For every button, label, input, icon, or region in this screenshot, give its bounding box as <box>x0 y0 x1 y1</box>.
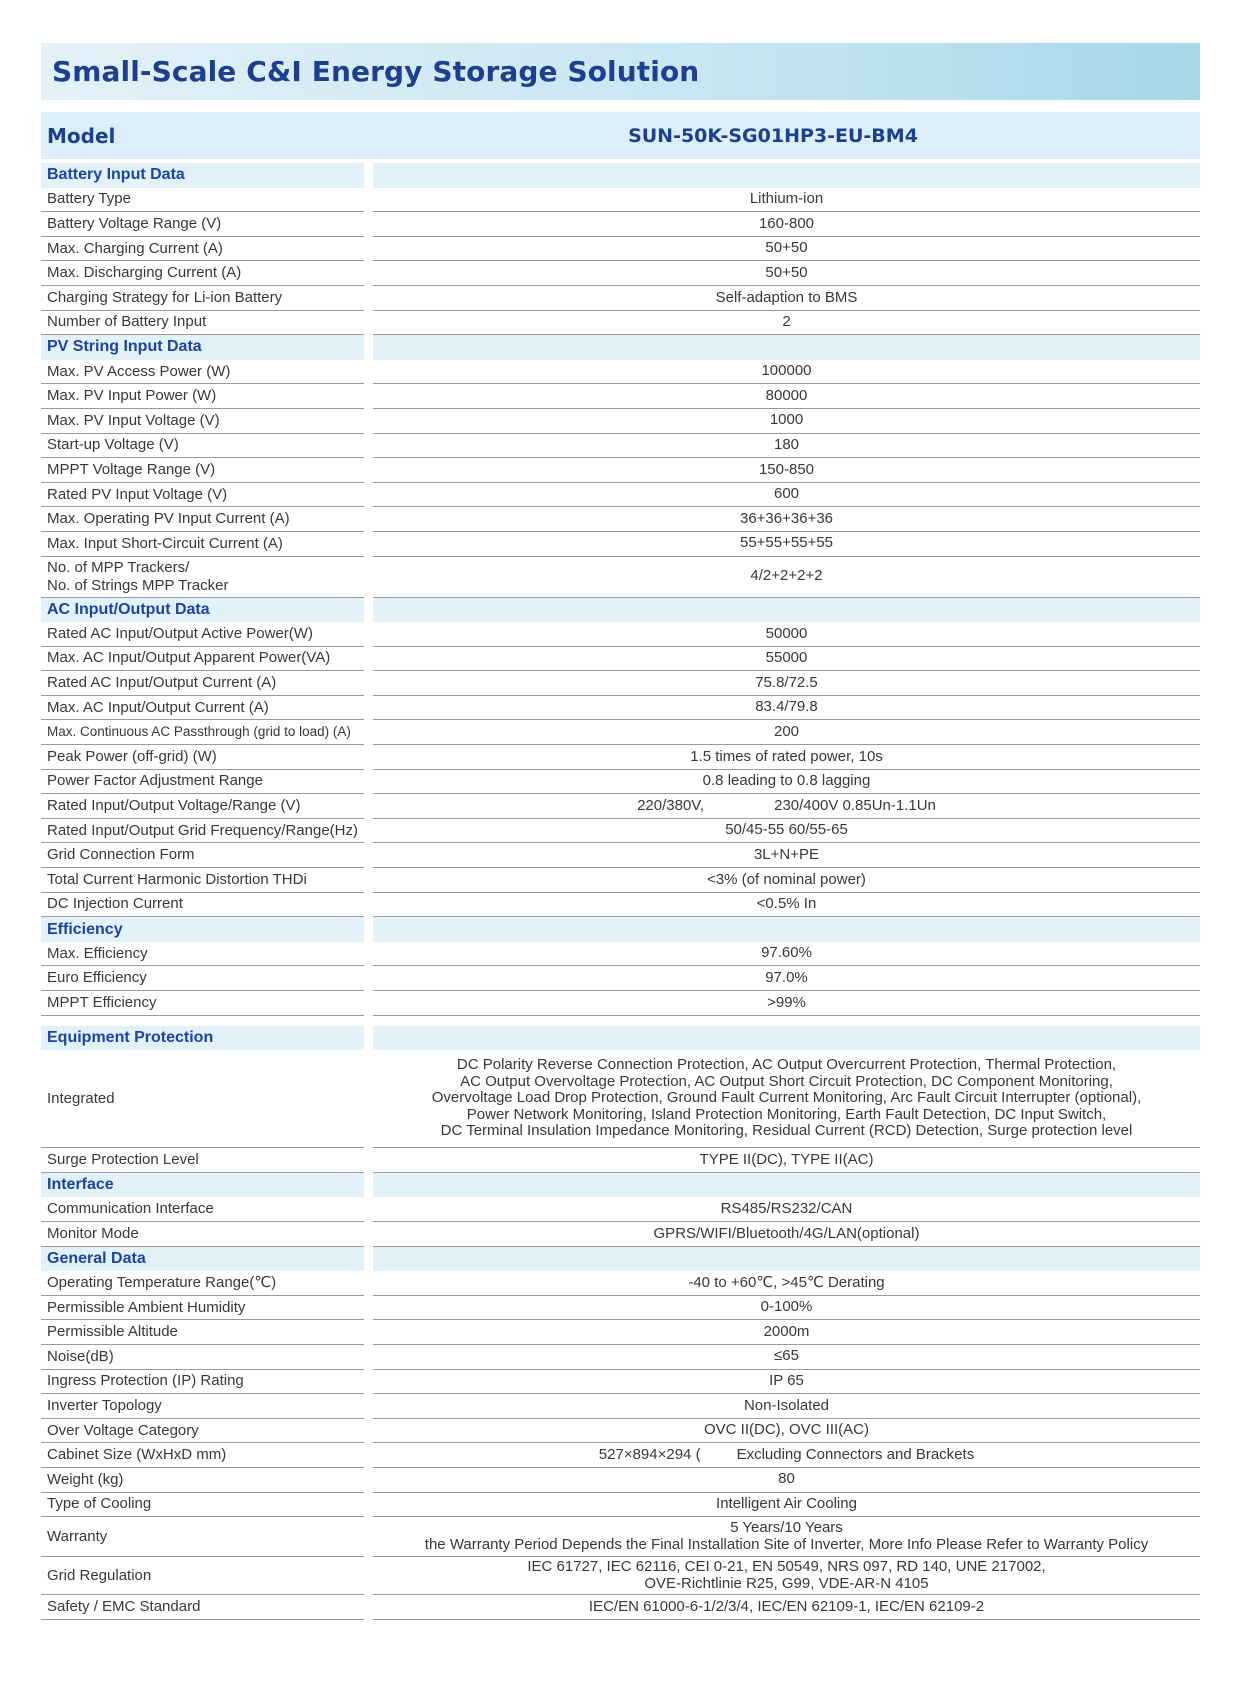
spec-label-text: Battery Voltage Range (V) <box>47 214 222 232</box>
spec-value <box>373 1197 1200 1222</box>
spec-value-text: 83.4/79.8 <box>755 698 818 716</box>
section-fill <box>373 163 1200 188</box>
spec-label <box>41 671 364 696</box>
spec-value-text: 1000 <box>769 411 804 429</box>
spec-row <box>41 647 1200 672</box>
spec-value <box>373 794 1200 819</box>
spec-label <box>41 1296 364 1321</box>
spec-label-text: Ingress Protection (IP) Rating <box>47 1372 244 1390</box>
spec-value-text: ≤65 <box>774 1347 799 1365</box>
spec-label-text: Noise(dB) <box>47 1347 114 1365</box>
spec-row <box>41 1197 1200 1222</box>
spec-value <box>373 1557 1200 1595</box>
section-header <box>41 598 1200 623</box>
spec-label <box>41 794 364 819</box>
spec-label <box>41 212 364 237</box>
spec-value-text: 220/380V, <box>637 796 705 814</box>
spec-value-text: 50000 <box>765 624 808 642</box>
spec-value-text: Lithium-ion <box>749 190 824 208</box>
spec-label-text: Safety / EMC Standard <box>47 1597 201 1615</box>
spec-label-text: Battery Type <box>47 190 131 208</box>
spec-label-text: Max. Discharging Current (A) <box>47 264 242 282</box>
spec-row <box>41 507 1200 532</box>
spec-row <box>41 458 1200 483</box>
spec-row <box>41 794 1200 819</box>
spec-row <box>41 671 1200 696</box>
spec-value <box>373 1493 1200 1518</box>
spec-value-text: IEC 61727, IEC 62116, CEI 0-21, EN 50549, NRS 097, RD 140, UNE 217002, OVE-Richtlinie R25, G99, VDE-AR-N 4105 <box>527 1558 1046 1592</box>
spec-value-text: <0.5% In <box>756 895 817 913</box>
spec-value-text: 75.8/72.5 <box>755 673 818 691</box>
spec-label <box>41 1517 364 1557</box>
spec-label <box>41 1197 364 1222</box>
spec-row <box>41 1345 1200 1370</box>
spec-value <box>373 942 1200 967</box>
spec-label-text: Rated AC Input/Output Active Power(W) <box>47 624 313 642</box>
spec-label-text: Max. Input Short-Circuit Current (A) <box>47 534 283 552</box>
spec-value-text: IEC/EN 61000-6-1/2/3/4, IEC/EN 62109-1, IEC/EN 62109-2 <box>588 1597 985 1615</box>
spec-label-text: Max. AC Input/Output Apparent Power(VA) <box>47 649 331 667</box>
section-title: Battery Input Data <box>41 163 364 188</box>
spec-row <box>41 1419 1200 1444</box>
spec-label <box>41 770 364 795</box>
spec-value <box>373 720 1200 745</box>
spec-row <box>41 1050 1200 1148</box>
spec-value-text: 36+36+36+36 <box>739 509 834 527</box>
spec-label <box>41 237 364 262</box>
spec-label <box>41 1419 364 1444</box>
spec-value <box>373 745 1200 770</box>
section-title: Interface <box>41 1173 364 1198</box>
spec-label-text: MPPT Efficiency <box>47 993 157 1011</box>
spec-label <box>41 458 364 483</box>
spec-label <box>41 261 364 286</box>
spec-value-text: 527×894×294 ( <box>598 1445 701 1463</box>
spec-label-text: Weight (kg) <box>47 1470 124 1488</box>
spec-label <box>41 991 364 1016</box>
spec-row <box>41 409 1200 434</box>
spec-value <box>373 458 1200 483</box>
section-fill <box>373 1247 1200 1272</box>
spec-row <box>41 212 1200 237</box>
page-title: Small-Scale C&I Energy Storage Solution <box>52 55 700 88</box>
spec-value <box>373 966 1200 991</box>
spec-value-text: OVC II(DC), OVC III(AC) <box>704 1421 869 1439</box>
spec-value <box>373 384 1200 409</box>
spec-label-text: Max. PV Input Voltage (V) <box>47 411 220 429</box>
spec-value <box>373 1443 1200 1468</box>
spec-value-text: DC Polarity Reverse Connection Protection, AC Output Overcurrent Protection, Thermal Protection, AC Output Overvoltage Protection, AC Output Short Circuit Protection, DC Component Monitoring, Overvoltage Load Drop Protection, Ground Fault Current Monitoring, Arc Fault Circuit Interrupter (optional), Power Network Monitoring, Island Protection Monitoring, Earth Fault Detection, DC Input Switch, DC Terminal Insulation Impedance Monitoring, Residual Current (RCD) Detection, Surge protection level <box>431 1056 1142 1140</box>
spec-row <box>41 696 1200 721</box>
spec-value-text: 0-100% <box>760 1298 813 1316</box>
spec-row <box>41 1271 1200 1296</box>
spec-value-text: 50/45-55 60/55-65 <box>725 821 848 839</box>
spec-label <box>41 384 364 409</box>
spec-label-text: Monitor Mode <box>47 1224 139 1242</box>
spec-row <box>41 745 1200 770</box>
spec-value-text: Intelligent Air Cooling <box>716 1495 857 1513</box>
spec-row <box>41 1296 1200 1321</box>
spec-label <box>41 1370 364 1395</box>
spec-label <box>41 745 364 770</box>
spec-value-text: 4/2+2+2+2 <box>750 567 823 585</box>
spec-value-text: 0.8 leading to 0.8 lagging <box>702 772 871 790</box>
spec-label <box>41 532 364 557</box>
spec-label-text: Warranty <box>47 1527 108 1545</box>
section-fill <box>373 1173 1200 1198</box>
spec-label-text: Rated AC Input/Output Current (A) <box>47 674 277 692</box>
spec-label-text: Max. Operating PV Input Current (A) <box>47 510 290 528</box>
spec-value <box>373 286 1200 311</box>
spec-value-text: 2 <box>782 313 791 331</box>
model-row <box>41 112 1200 159</box>
spec-value <box>373 483 1200 508</box>
spec-label-text: Operating Temperature Range(℃) <box>47 1273 277 1291</box>
spec-row <box>41 286 1200 311</box>
spec-value <box>373 868 1200 893</box>
spec-label <box>41 1394 364 1419</box>
spec-value-text: Non-Isolated <box>743 1396 830 1414</box>
spec-value <box>373 671 1200 696</box>
spec-label <box>41 1595 364 1620</box>
section-title: General Data <box>41 1247 364 1272</box>
spec-value <box>373 1296 1200 1321</box>
spec-label <box>41 1468 364 1493</box>
spec-label <box>41 843 364 868</box>
spec-label <box>41 1557 364 1595</box>
spec-label-text: DC Injection Current <box>47 895 183 913</box>
section-header <box>41 917 1200 942</box>
spec-label <box>41 647 364 672</box>
spacer-row <box>41 1016 1200 1026</box>
spec-value-text: Self-adaption to BMS <box>715 288 858 306</box>
spec-value <box>373 843 1200 868</box>
spec-value <box>373 647 1200 672</box>
spec-label-text: Total Current Harmonic Distortion THDi <box>47 870 307 888</box>
section-header <box>41 163 1200 188</box>
spec-label-text: Power Factor Adjustment Range <box>47 772 263 790</box>
spec-value-text: 160-800 <box>758 214 815 232</box>
spec-value-text-2: Excluding Connectors and Brackets <box>736 1445 975 1463</box>
spec-value-text: 80 <box>778 1470 795 1488</box>
spec-value <box>373 1050 1200 1148</box>
spec-label <box>41 507 364 532</box>
spec-label-text: Grid Connection Form <box>47 846 195 864</box>
spec-label <box>41 286 364 311</box>
spec-value-text: GPRS/WIFI/Bluetooth/4G/LAN(optional) <box>653 1224 920 1242</box>
spec-label-text: Rated Input/Output Grid Frequency/Range(Hz) <box>47 821 358 839</box>
spec-label <box>41 360 364 385</box>
spec-row <box>41 893 1200 918</box>
spec-label-text: Max. PV Input Power (W) <box>47 387 217 405</box>
spec-row <box>41 991 1200 1016</box>
spec-row <box>41 1148 1200 1173</box>
section-header <box>41 335 1200 360</box>
model-label: Model <box>47 123 116 148</box>
spec-label <box>41 696 364 721</box>
spec-row <box>41 1493 1200 1518</box>
spec-row <box>41 557 1200 598</box>
spec-row <box>41 532 1200 557</box>
spec-label <box>41 1320 364 1345</box>
spec-row <box>41 1517 1200 1557</box>
spec-row <box>41 720 1200 745</box>
spec-label-text: Rated PV Input Voltage (V) <box>47 485 228 503</box>
spec-label <box>41 622 364 647</box>
spec-label <box>41 868 364 893</box>
spec-row <box>41 942 1200 967</box>
spec-value-text: RS485/RS232/CAN <box>720 1199 853 1217</box>
spec-row <box>41 237 1200 262</box>
spec-label <box>41 966 364 991</box>
spec-label-text: Max. AC Input/Output Current (A) <box>47 698 269 716</box>
spec-value-text-2: 230/400V 0.85Un-1.1Un <box>774 796 936 814</box>
spec-label-text: Integrated <box>47 1089 115 1107</box>
spec-value <box>373 507 1200 532</box>
spec-value-text: 200 <box>773 723 800 741</box>
spec-value <box>373 819 1200 844</box>
spec-value-text: -40 to +60℃, >45℃ Derating <box>688 1273 885 1291</box>
spec-label <box>41 893 364 918</box>
section-title: Efficiency <box>41 917 364 942</box>
spec-row <box>41 1443 1200 1468</box>
spec-value <box>373 311 1200 336</box>
spec-label-text: Permissible Altitude <box>47 1323 178 1341</box>
spec-row <box>41 868 1200 893</box>
spec-value <box>373 893 1200 918</box>
spec-label-text: Type of Cooling <box>47 1495 152 1513</box>
spec-value <box>373 1148 1200 1173</box>
spec-label-text: Number of Battery Input <box>47 313 207 331</box>
spec-value <box>373 622 1200 647</box>
spec-label <box>41 409 364 434</box>
spec-label-text: Cabinet Size (WxHxD mm) <box>47 1446 227 1464</box>
spec-label <box>41 557 364 598</box>
spec-label-text: Surge Protection Level <box>47 1150 199 1168</box>
spec-row <box>41 1468 1200 1493</box>
spec-value-text: 80000 <box>765 386 808 404</box>
spec-value <box>373 1517 1200 1557</box>
section-title: AC Input/Output Data <box>41 598 364 623</box>
spec-value <box>373 991 1200 1016</box>
spec-label-text: Permissible Ambient Humidity <box>47 1298 246 1316</box>
section-header <box>41 1247 1200 1272</box>
spec-label-text: Inverter Topology <box>47 1396 162 1414</box>
spec-row <box>41 843 1200 868</box>
spec-row <box>41 261 1200 286</box>
spec-value-text: 50+50 <box>765 239 808 257</box>
spec-label-text: Rated Input/Output Voltage/Range (V) <box>47 797 301 815</box>
spec-label-text: Over Voltage Category <box>47 1421 199 1439</box>
spec-label <box>41 1493 364 1518</box>
section-title: Equipment Protection <box>41 1026 364 1051</box>
spec-label-text: Euro Efficiency <box>47 969 147 987</box>
spec-value-text: TYPE II(DC), TYPE II(AC) <box>699 1150 874 1168</box>
spec-value <box>373 1468 1200 1493</box>
spec-label <box>41 942 364 967</box>
spec-value-text: 180 <box>773 436 800 454</box>
spec-table <box>41 163 1200 1620</box>
spec-value <box>373 188 1200 213</box>
spec-value-text: 2000m <box>763 1322 810 1340</box>
spec-value-text: 50+50 <box>765 263 808 281</box>
spec-row <box>41 1557 1200 1595</box>
spec-row <box>41 1394 1200 1419</box>
spec-value <box>373 1222 1200 1247</box>
spec-value-text: 3L+N+PE <box>753 845 820 863</box>
spec-row <box>41 1370 1200 1395</box>
spec-value <box>373 532 1200 557</box>
spec-value-text: 55+55+55+55 <box>739 534 834 552</box>
section-header <box>41 1026 1200 1051</box>
spec-value <box>373 1595 1200 1620</box>
spec-row <box>41 819 1200 844</box>
spec-label <box>41 720 364 745</box>
spec-value <box>373 1345 1200 1370</box>
spec-value <box>373 212 1200 237</box>
section-header <box>41 1173 1200 1198</box>
spec-value <box>373 1320 1200 1345</box>
spec-value <box>373 1271 1200 1296</box>
title-banner <box>41 43 1200 100</box>
spec-value-text: >99% <box>767 993 806 1011</box>
spec-value-text: 55000 <box>765 649 808 667</box>
spec-row <box>41 360 1200 385</box>
section-fill <box>373 1026 1200 1051</box>
spec-label <box>41 483 364 508</box>
spec-row <box>41 434 1200 459</box>
spec-value <box>373 770 1200 795</box>
section-fill <box>373 917 1200 942</box>
spec-row <box>41 770 1200 795</box>
spec-value <box>373 696 1200 721</box>
spec-value <box>373 434 1200 459</box>
spec-label-text: MPPT Voltage Range (V) <box>47 460 216 478</box>
spec-row <box>41 1222 1200 1247</box>
spec-label-text: Max. Continuous AC Passthrough (grid to load) (A) <box>47 724 351 740</box>
spec-label-text: Charging Strategy for Li-ion Battery <box>47 288 283 306</box>
spec-row <box>41 311 1200 336</box>
spec-value-text: 1.5 times of rated power, 10s <box>690 747 883 765</box>
spec-value-text: 600 <box>773 485 800 503</box>
spec-label-text: Max. Charging Current (A) <box>47 239 223 257</box>
spec-value-text: IP 65 <box>769 1372 804 1390</box>
spec-row <box>41 966 1200 991</box>
spec-label-text: No. of MPP Trackers/ No. of Strings MPP Tracker <box>47 558 229 594</box>
spec-row <box>41 622 1200 647</box>
spec-label-text: Max. Efficiency <box>47 944 148 962</box>
spec-label-text: Max. PV Access Power (W) <box>47 362 231 380</box>
spec-row <box>41 483 1200 508</box>
spec-label <box>41 819 364 844</box>
spec-value-text: <3% (of nominal power) <box>707 870 866 888</box>
spec-value-text: 100000 <box>761 362 812 380</box>
spec-label <box>41 1443 364 1468</box>
spec-label-text: Communication Interface <box>47 1200 214 1218</box>
model-value: SUN-50K-SG01HP3-EU-BM4 <box>628 124 918 147</box>
section-fill <box>373 335 1200 360</box>
spec-value <box>373 1370 1200 1395</box>
spec-row <box>41 1595 1200 1620</box>
spec-value <box>373 1394 1200 1419</box>
section-title: PV String Input Data <box>41 335 364 360</box>
spec-label <box>41 1148 364 1173</box>
spec-value <box>373 360 1200 385</box>
spec-label <box>41 188 364 213</box>
spec-label <box>41 1050 364 1148</box>
spec-value-text: 5 Years/10 Years the Warranty Period Depends the Final Installation Site of Inverter, More Info Please Refer to Warranty Policy <box>424 1519 1149 1553</box>
spec-label <box>41 1222 364 1247</box>
spec-row <box>41 384 1200 409</box>
spec-value <box>373 557 1200 598</box>
spec-value-text: 97.60% <box>761 944 812 962</box>
spec-row <box>41 188 1200 213</box>
spec-value-text: 97.0% <box>765 968 808 986</box>
spec-label <box>41 1271 364 1296</box>
spec-label-text: Grid Regulation <box>47 1566 152 1584</box>
spec-row <box>41 1320 1200 1345</box>
spec-value <box>373 261 1200 286</box>
spec-label-text: Peak Power (off-grid) (W) <box>47 747 217 765</box>
spec-value-text: 150-850 <box>758 460 815 478</box>
spec-label <box>41 311 364 336</box>
spec-value <box>373 409 1200 434</box>
spec-label <box>41 1345 364 1370</box>
spec-value <box>373 1419 1200 1444</box>
spec-value <box>373 237 1200 262</box>
section-fill <box>373 598 1200 623</box>
spec-label <box>41 434 364 459</box>
spec-label-text: Start-up Voltage (V) <box>47 436 179 454</box>
